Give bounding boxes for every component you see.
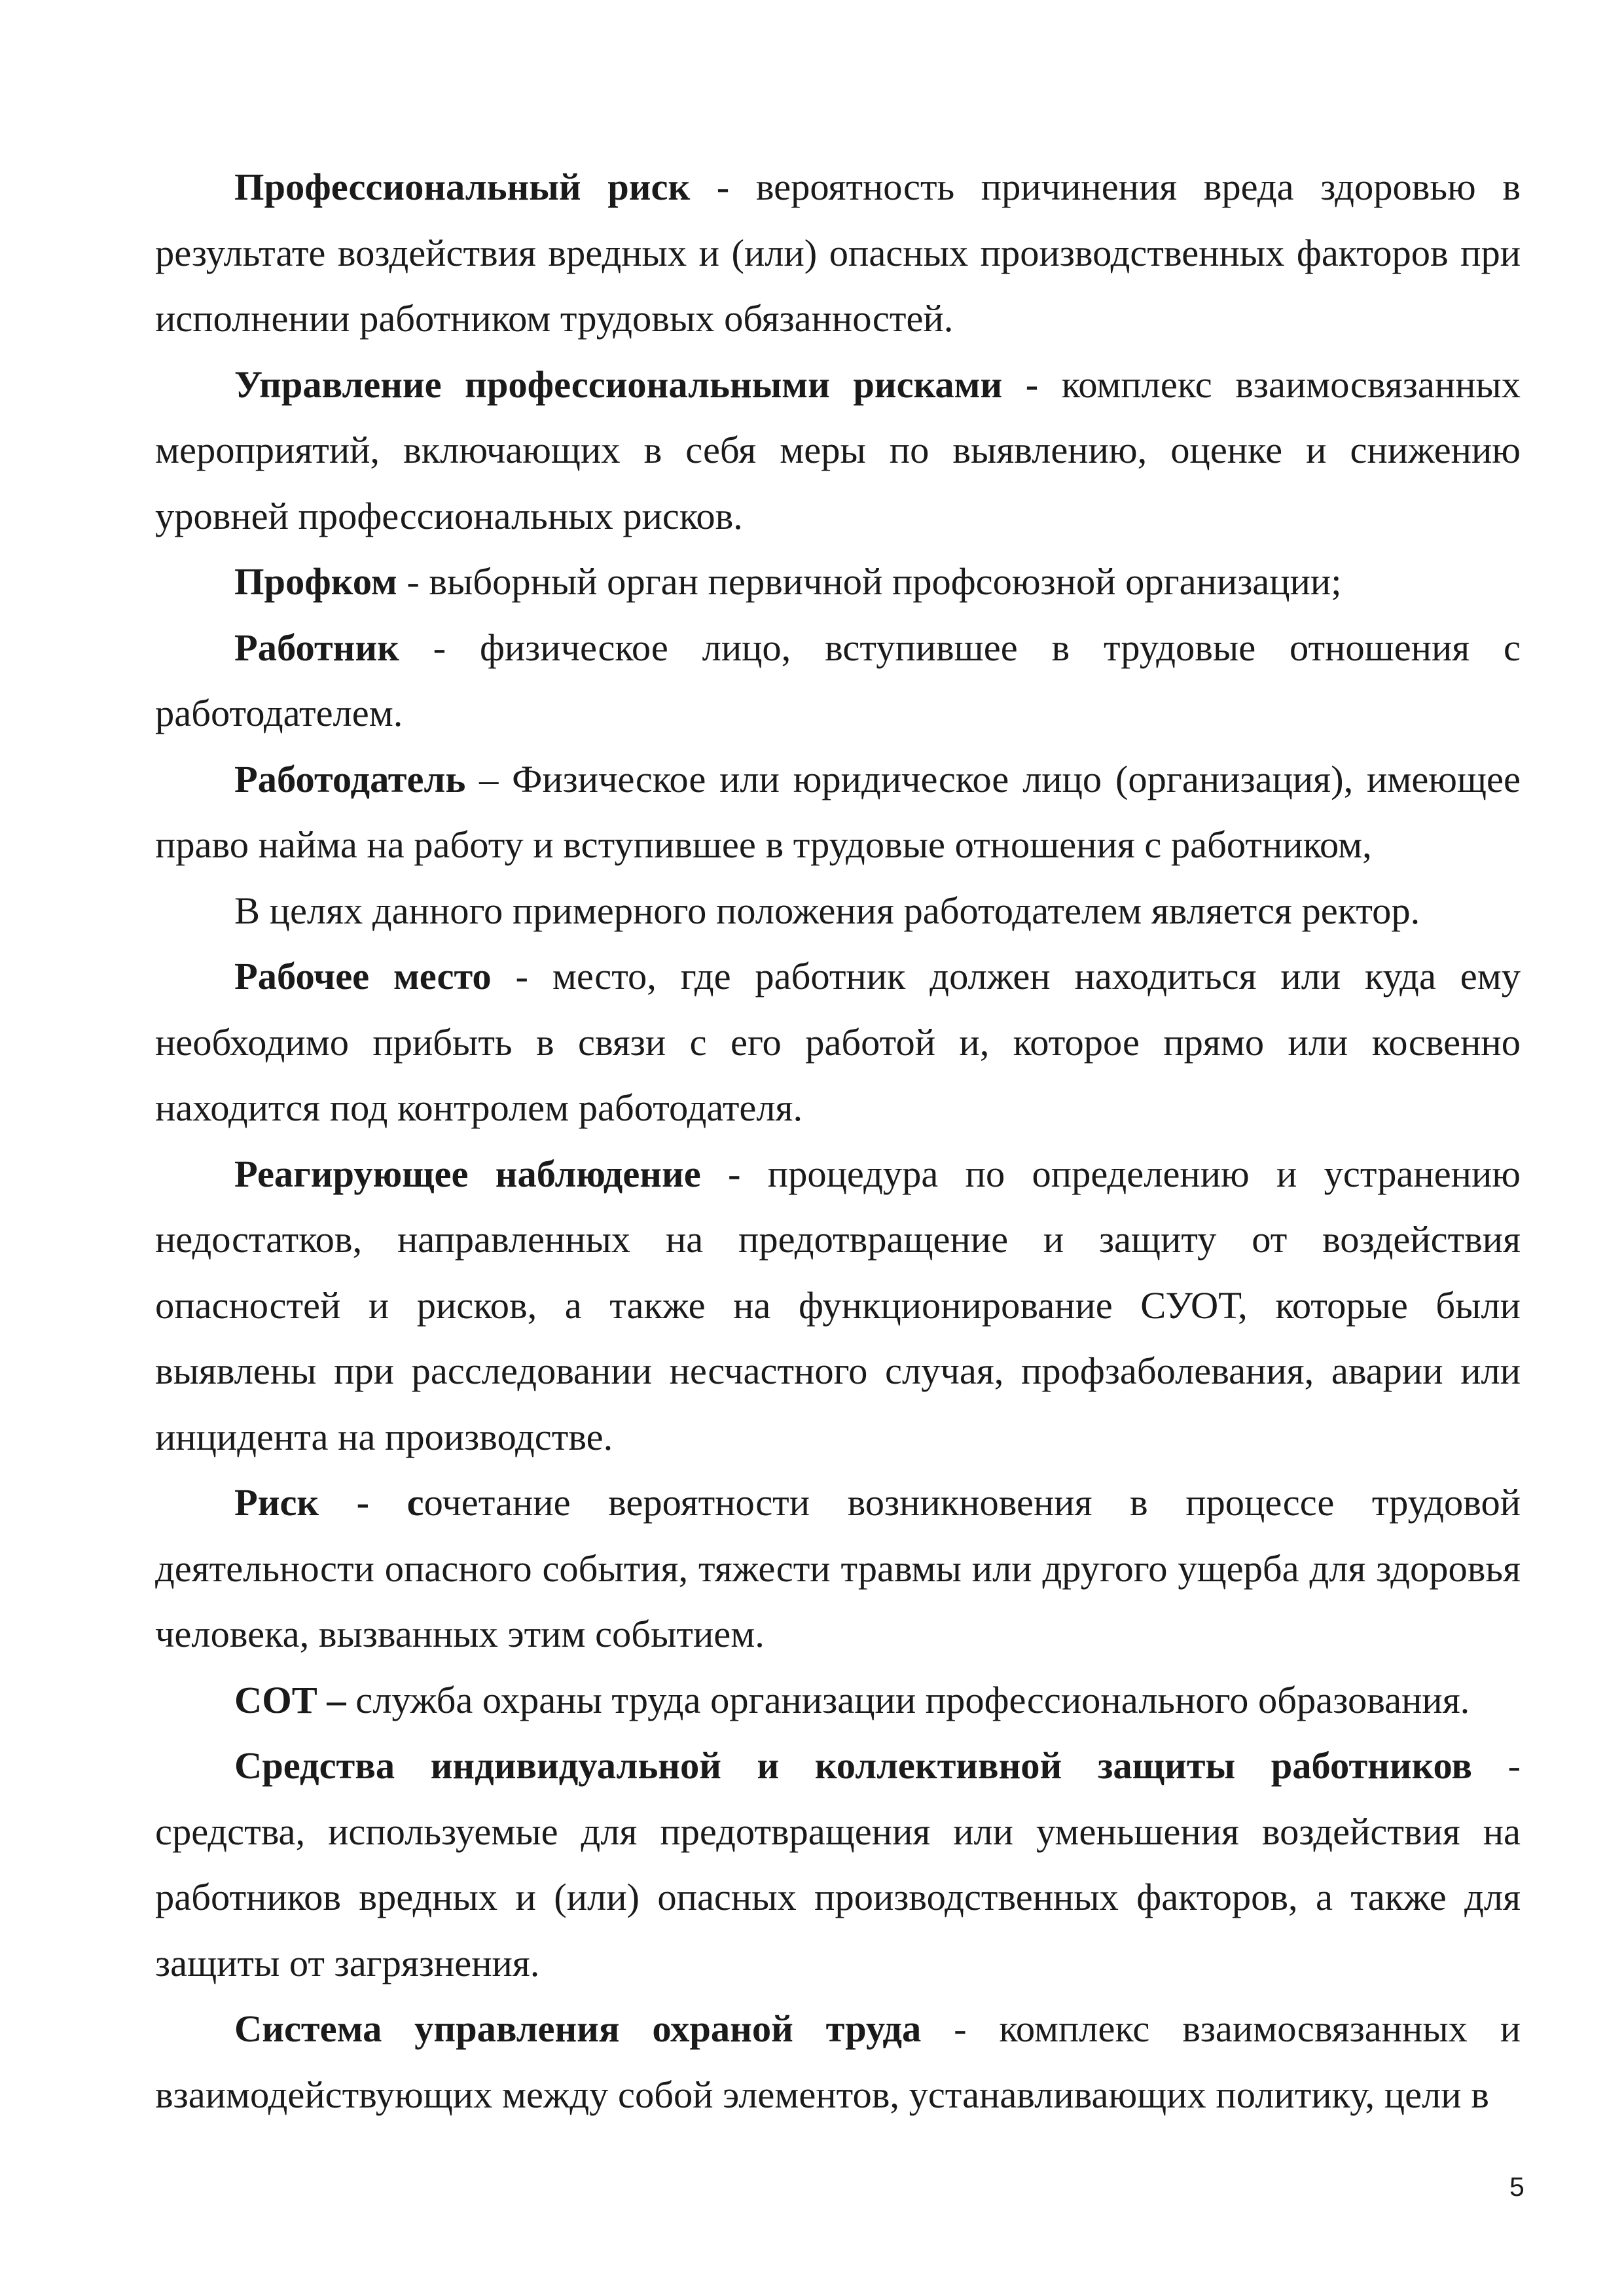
definition-text: служба охраны труда организации профессионального образования. [346,1678,1470,1721]
definition-term: Работник [234,626,399,669]
definition-term: Профессиональный риск [234,166,691,208]
document-page [155,154,1521,2128]
definition-text: В целях данного примерного положения работодателем является ректор. [234,889,1420,932]
definition-text: - процедура по определению и устранению недостатков, направленных на предотвращение и защиту от воздействия опасностей и рисков, а также на функционирование СУОТ, которые были выявлены при расследовании несчастного случая, профзаболевания, аварии или инцидента на производстве. [155,1152,1521,1458]
definition-paragraph [155,1668,1521,1734]
definition-text: - комплекс взаимосвязанных и взаимодействующих между собой элементов, устанавливающих политику, цели в [155,2007,1521,2116]
definition-text: - физическое лицо, вступившее в трудовые отношения с работодателем. [155,626,1521,734]
definition-text: – Физическое или юридическое лицо (организация), имеющее право найма на работу и вступившее в трудовые отношения с работником, [155,757,1521,866]
page-number: 5 [1509,2172,1525,2202]
definition-paragraph [155,1996,1521,2128]
definition-paragraph [155,1470,1521,1668]
definition-text: - выборный орган первичной профсоюзной организации; [397,560,1342,603]
definition-term: Работодатель [234,757,466,800]
definition-paragraph [155,1733,1521,1996]
definition-text: очетание вероятности возникновения в процессе трудовой деятельности опасного события, тяжести травмы или другого ущерба для здоровья человека, вызванных этим событием. [155,1481,1521,1655]
definition-text: - вероятность причинения вреда здоровью в результате воздействия вредных и (или) опасных производственных факторов при исполнении работником трудовых обязанностей. [155,166,1521,340]
definition-paragraph [155,747,1521,878]
definition-term: Реагирующее наблюдение [234,1152,701,1195]
definition-paragraph [155,944,1521,1141]
definition-term: Риск - с [234,1481,424,1524]
definition-term: Система управления охраной труда [234,2007,922,2050]
definition-text: комплекс взаимосвязанных мероприятий, включающих в себя меры по выявлению, оценке и снижению уровней профессиональных рисков. [155,363,1521,537]
definition-term: Средства индивидуальной и коллективной защиты работников [234,1744,1472,1787]
definition-paragraph [155,352,1521,550]
definition-text: - место, где работник должен находиться или куда ему необходимо прибыть в связи с его работой и, которое прямо или косвенно находится под контролем работодателя. [155,955,1521,1129]
definition-term: Рабочее место [234,955,492,997]
definition-term: Управление профессиональными рисками - [234,363,1039,406]
definition-text: - средства, используемые для предотвращения или уменьшения воздействия на работников вредных и (или) опасных производственных факторов, а также для защиты от загрязнения. [155,1744,1521,1984]
definition-paragraph [155,549,1521,615]
definition-paragraph [155,615,1521,747]
definition-paragraph [155,1141,1521,1471]
definition-term: СОТ – [234,1678,346,1721]
definition-paragraph [155,878,1521,944]
definition-term: Профком [234,560,397,603]
definition-paragraph [155,154,1521,352]
